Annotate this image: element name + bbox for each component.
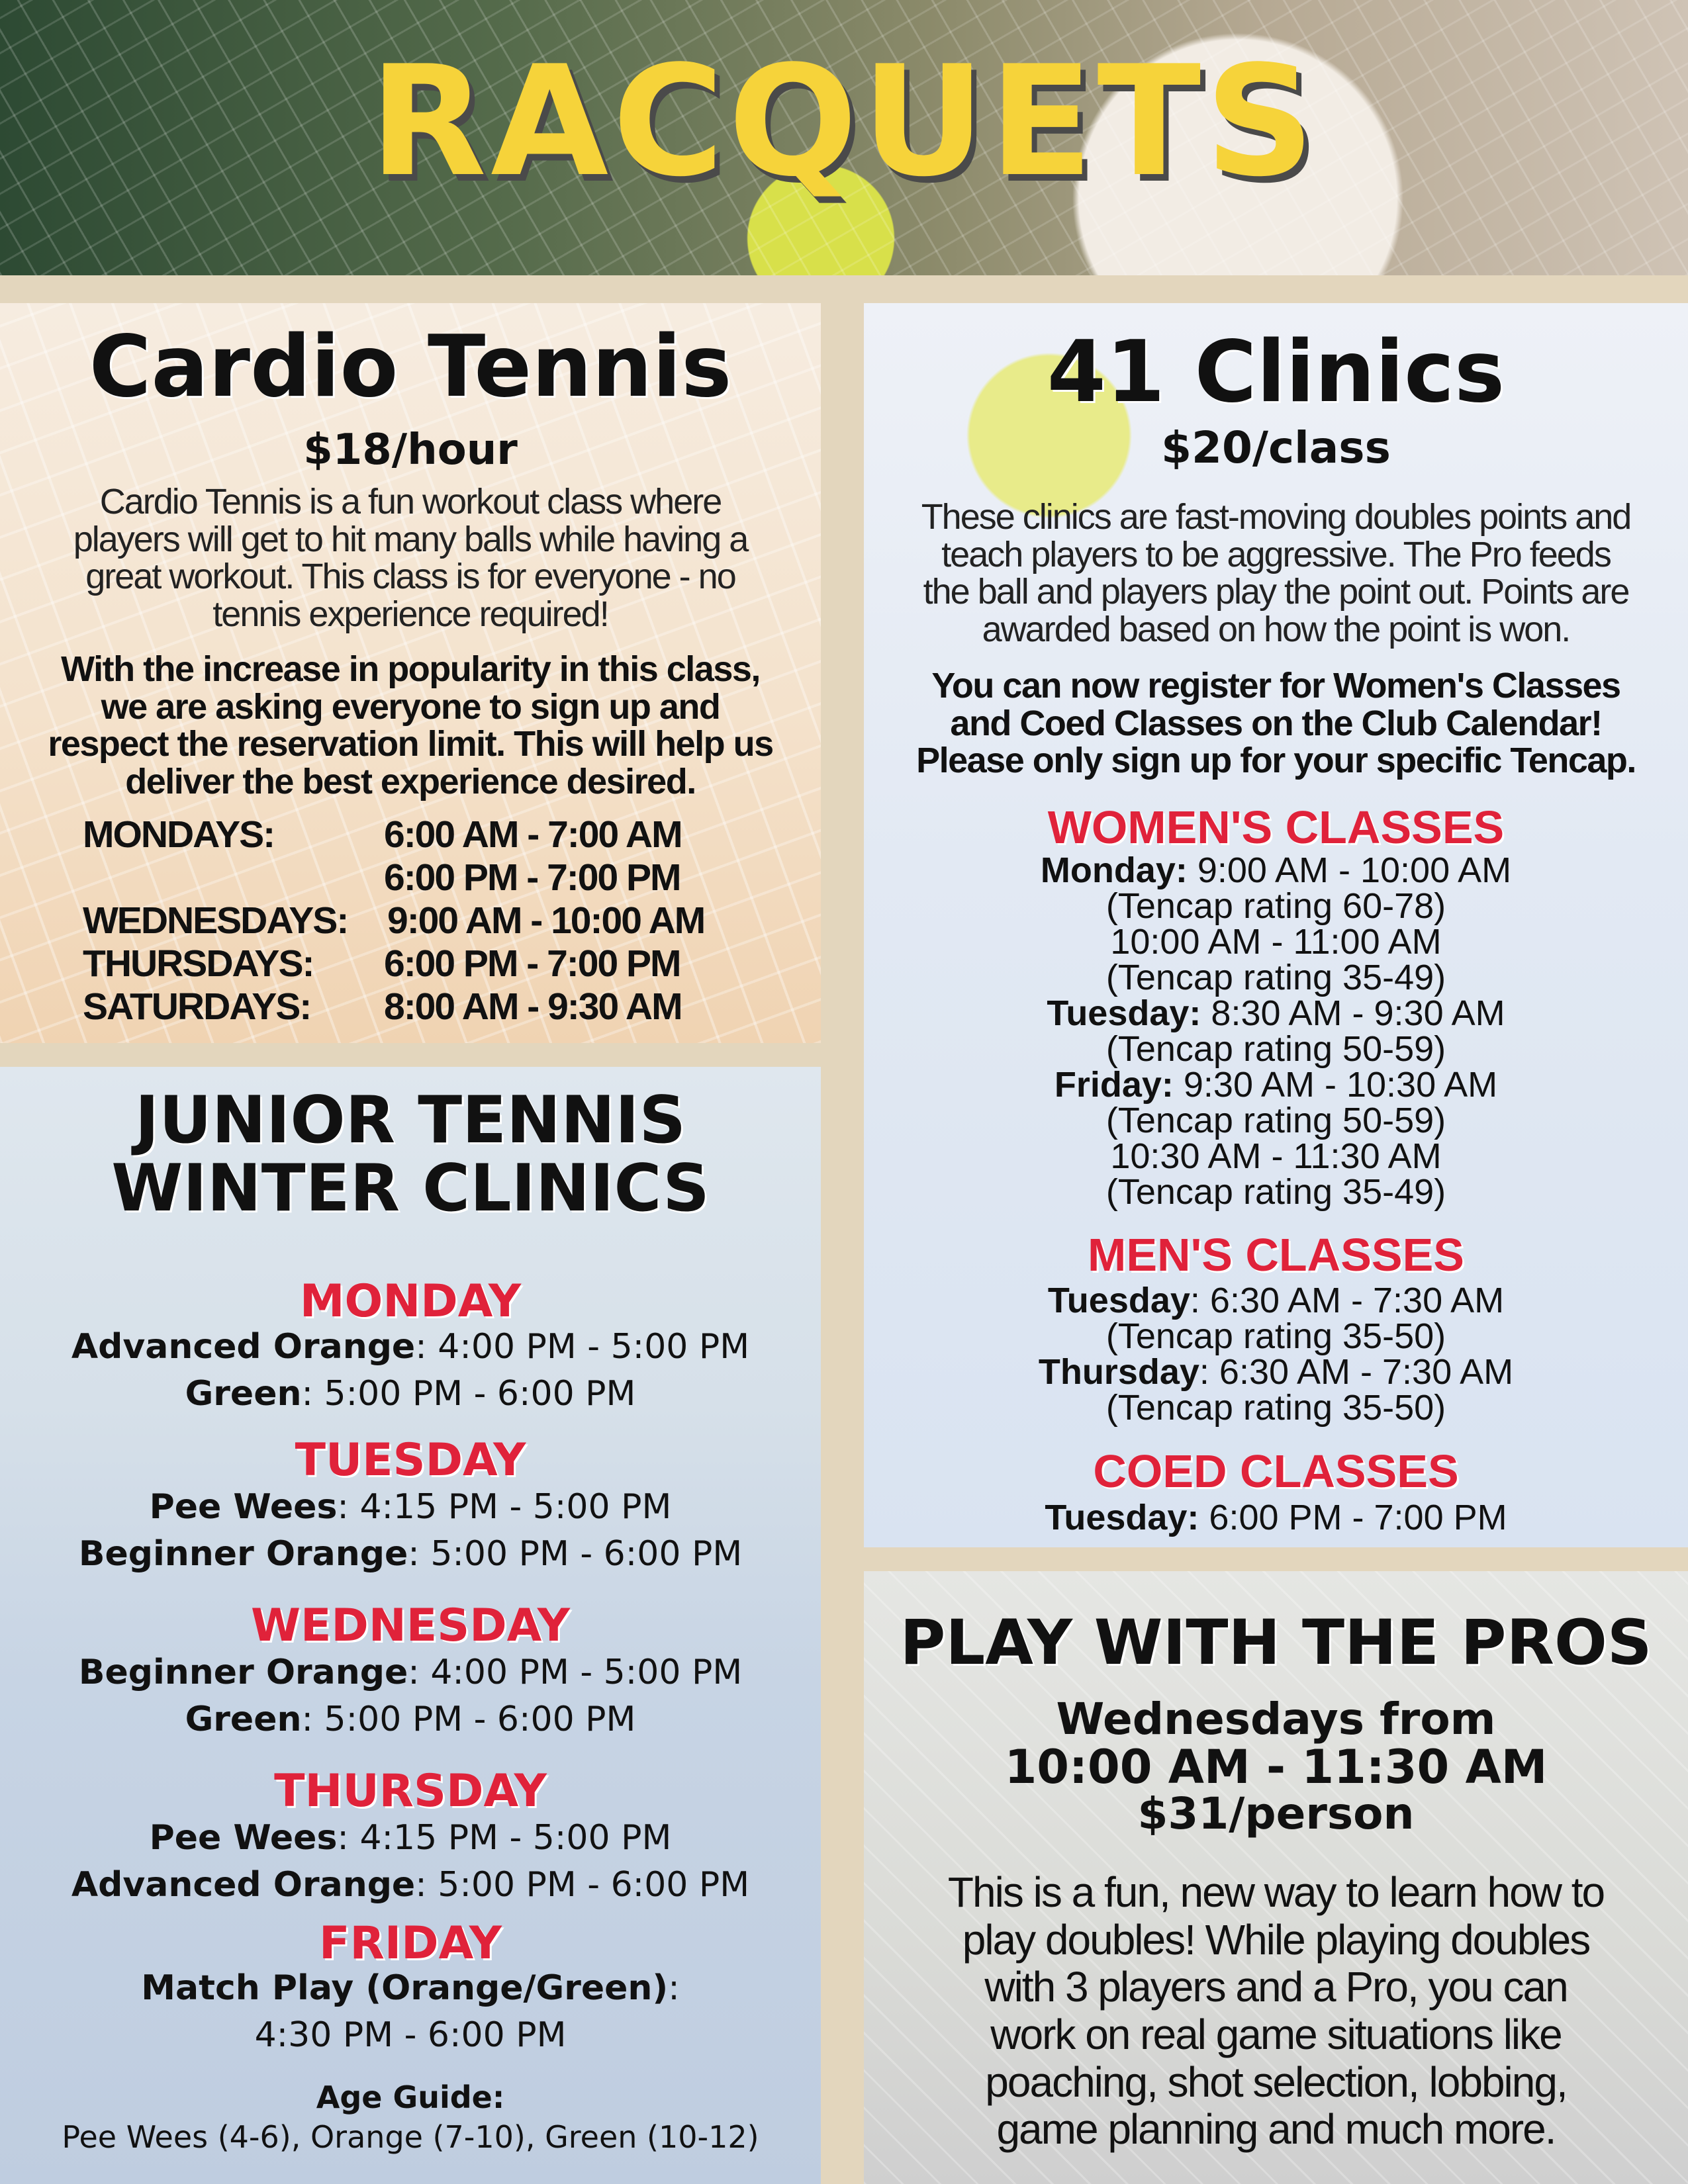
- junior-class-line: Match Play (Orange/Green):: [141, 1968, 680, 2008]
- class-line: (Tencap rating 60-78): [1105, 886, 1446, 926]
- clinics-notice: [864, 667, 1688, 780]
- coed-classes-heading: COED CLASSES: [1093, 1445, 1459, 1497]
- text-line: with 3 players and a Pro, you can: [984, 1963, 1568, 2011]
- text-line: great workout. This class is for everyone - no: [85, 557, 735, 597]
- junior-class-line: Beginner Orange: 4:00 PM - 5:00 PM: [78, 1653, 743, 1692]
- cardio-price: $18/hour: [303, 426, 518, 475]
- page-title: RACQUETS: [369, 34, 1319, 210]
- class-line: Monday: 9:00 AM - 10:00 AM: [1040, 850, 1512, 890]
- text-line: and Coed Classes on the Club Calendar!: [950, 703, 1602, 743]
- text-line: the ball and players play the point out. Points are: [923, 572, 1629, 612]
- schedule-time: 6:00 PM - 7:00 PM: [384, 942, 680, 985]
- text-line: play doubles! While playing doubles: [962, 1915, 1590, 1964]
- text-line: This is a fun, new way to learn how to: [947, 1868, 1605, 1916]
- class-line: (Tencap rating 35-50): [1105, 1388, 1446, 1428]
- pros-description: [864, 1869, 1688, 2154]
- schedule-day: THURSDAYS:: [83, 942, 314, 985]
- text-line: awarded based on how the point is won.: [982, 610, 1570, 650]
- class-line: 10:00 AM - 11:00 AM: [1110, 922, 1442, 962]
- class-line: (Tencap rating 50-59): [1105, 1029, 1446, 1069]
- junior-tennis-panel: [0, 1067, 821, 2184]
- junior-title-line: JUNIOR TENNIS: [134, 1083, 686, 1158]
- play-with-pros-panel: [864, 1571, 1688, 2184]
- class-line: (Tencap rating 35-49): [1105, 1172, 1446, 1212]
- schedule-day: WEDNESDAYS:: [83, 899, 348, 942]
- class-line: Tuesday: 6:30 AM - 7:30 AM: [1047, 1281, 1505, 1320]
- text-line: we are asking everyone to sign up and: [101, 686, 720, 727]
- junior-title-line: WINTER CLINICS: [111, 1150, 710, 1226]
- pros-when: Wednesdays from: [1056, 1694, 1496, 1745]
- junior-title: [0, 1083, 821, 1226]
- text-line: poaching, shot selection, lobbing,: [985, 2058, 1567, 2106]
- mens-classes-heading: MEN'S CLASSES: [1088, 1229, 1464, 1281]
- junior-class-line: Pee Wees: 4:15 PM - 5:00 PM: [149, 1818, 672, 1858]
- pros-price: $31/person: [1137, 1788, 1415, 1839]
- schedule-day: SATURDAYS:: [83, 985, 311, 1028]
- junior-class-line: Advanced Orange: 5:00 PM - 6:00 PM: [71, 1865, 750, 1905]
- clinics-panel: [864, 303, 1688, 1547]
- text-line: deliver the best experience desired.: [125, 762, 696, 802]
- text-line: These clinics are fast-moving doubles points and: [921, 497, 1631, 537]
- header-banner: [0, 0, 1688, 275]
- junior-day-thursday: THURSDAY: [274, 1765, 547, 1817]
- clinics-description: [864, 498, 1688, 649]
- junior-class-line: Advanced Orange: 4:00 PM - 5:00 PM: [71, 1327, 750, 1367]
- junior-class-line: Green: 5:00 PM - 6:00 PM: [185, 1374, 636, 1414]
- class-line: Friday: 9:30 AM - 10:30 AM: [1054, 1065, 1498, 1105]
- junior-class-line: Green: 5:00 PM - 6:00 PM: [185, 1700, 636, 1739]
- womens-classes-list: [864, 852, 1688, 1210]
- junior-day-friday: FRIDAY: [319, 1917, 502, 1970]
- schedule-time: 6:00 AM - 7:00 AM: [384, 813, 682, 856]
- text-line: Cardio Tennis is a fun workout class where: [99, 482, 722, 522]
- cardio-notice: [0, 651, 821, 801]
- clinics-price: $20/class: [1161, 422, 1391, 473]
- womens-classes-heading: WOMEN'S CLASSES: [1047, 801, 1505, 853]
- junior-class-line: 4:30 PM - 6:00 PM: [254, 2015, 567, 2055]
- cardio-tennis-panel: [0, 303, 821, 1043]
- clinics-title: 41 Clinics: [1047, 323, 1505, 422]
- class-line: 10:30 AM - 11:30 AM: [1110, 1136, 1442, 1176]
- class-line: Thursday: 6:30 AM - 7:30 AM: [1038, 1352, 1514, 1392]
- text-line: players will get to hit many balls while having a: [73, 519, 748, 559]
- coed-classes-list: [864, 1500, 1688, 1535]
- cardio-description: [0, 483, 821, 633]
- junior-class-line: Beginner Orange: 5:00 PM - 6:00 PM: [78, 1534, 743, 1574]
- class-line: (Tencap rating 50-59): [1105, 1101, 1446, 1140]
- pros-time: 10:00 AM - 11:30 AM: [1004, 1740, 1548, 1794]
- text-line: teach players to be aggressive. The Pro feeds: [941, 534, 1611, 574]
- cardio-title: Cardio Tennis: [89, 318, 732, 416]
- text-line: work on real game situations like: [990, 2011, 1562, 2059]
- text-line: Please only sign up for your specific Tencap.: [916, 741, 1636, 781]
- mens-classes-list: [864, 1283, 1688, 1426]
- age-guide: Pee Wees (4-6), Orange (7-10), Green (10-12): [62, 2119, 759, 2155]
- text-line: You can now register for Women's Classes: [931, 666, 1620, 705]
- class-line: (Tencap rating 35-50): [1105, 1316, 1446, 1356]
- class-line: Tuesday: 8:30 AM - 9:30 AM: [1047, 993, 1505, 1033]
- junior-day-wednesday: WEDNESDAY: [250, 1600, 571, 1652]
- pros-title: PLAY WITH THE PROS: [900, 1607, 1652, 1679]
- text-line: game planning and much more.: [996, 2105, 1556, 2154]
- class-line: Tuesday: 6:00 PM - 7:00 PM: [1045, 1498, 1507, 1537]
- text-line: tennis experience required!: [212, 594, 608, 635]
- junior-class-line: Pee Wees: 4:15 PM - 5:00 PM: [149, 1487, 672, 1527]
- junior-day-tuesday: TUESDAY: [295, 1434, 526, 1486]
- text-line: With the increase in popularity in this class,: [61, 649, 760, 689]
- text-line: respect the reservation limit. This will help us: [48, 724, 773, 764]
- schedule-time: 6:00 PM - 7:00 PM: [384, 856, 680, 899]
- schedule-time: 8:00 AM - 9:30 AM: [384, 985, 682, 1028]
- schedule-time: 9:00 AM - 10:00 AM: [387, 899, 705, 942]
- junior-day-monday: MONDAY: [299, 1275, 522, 1328]
- schedule-day: MONDAYS:: [83, 813, 275, 856]
- age-guide-label: Age Guide:: [316, 2079, 505, 2115]
- class-line: (Tencap rating 35-49): [1105, 958, 1446, 997]
